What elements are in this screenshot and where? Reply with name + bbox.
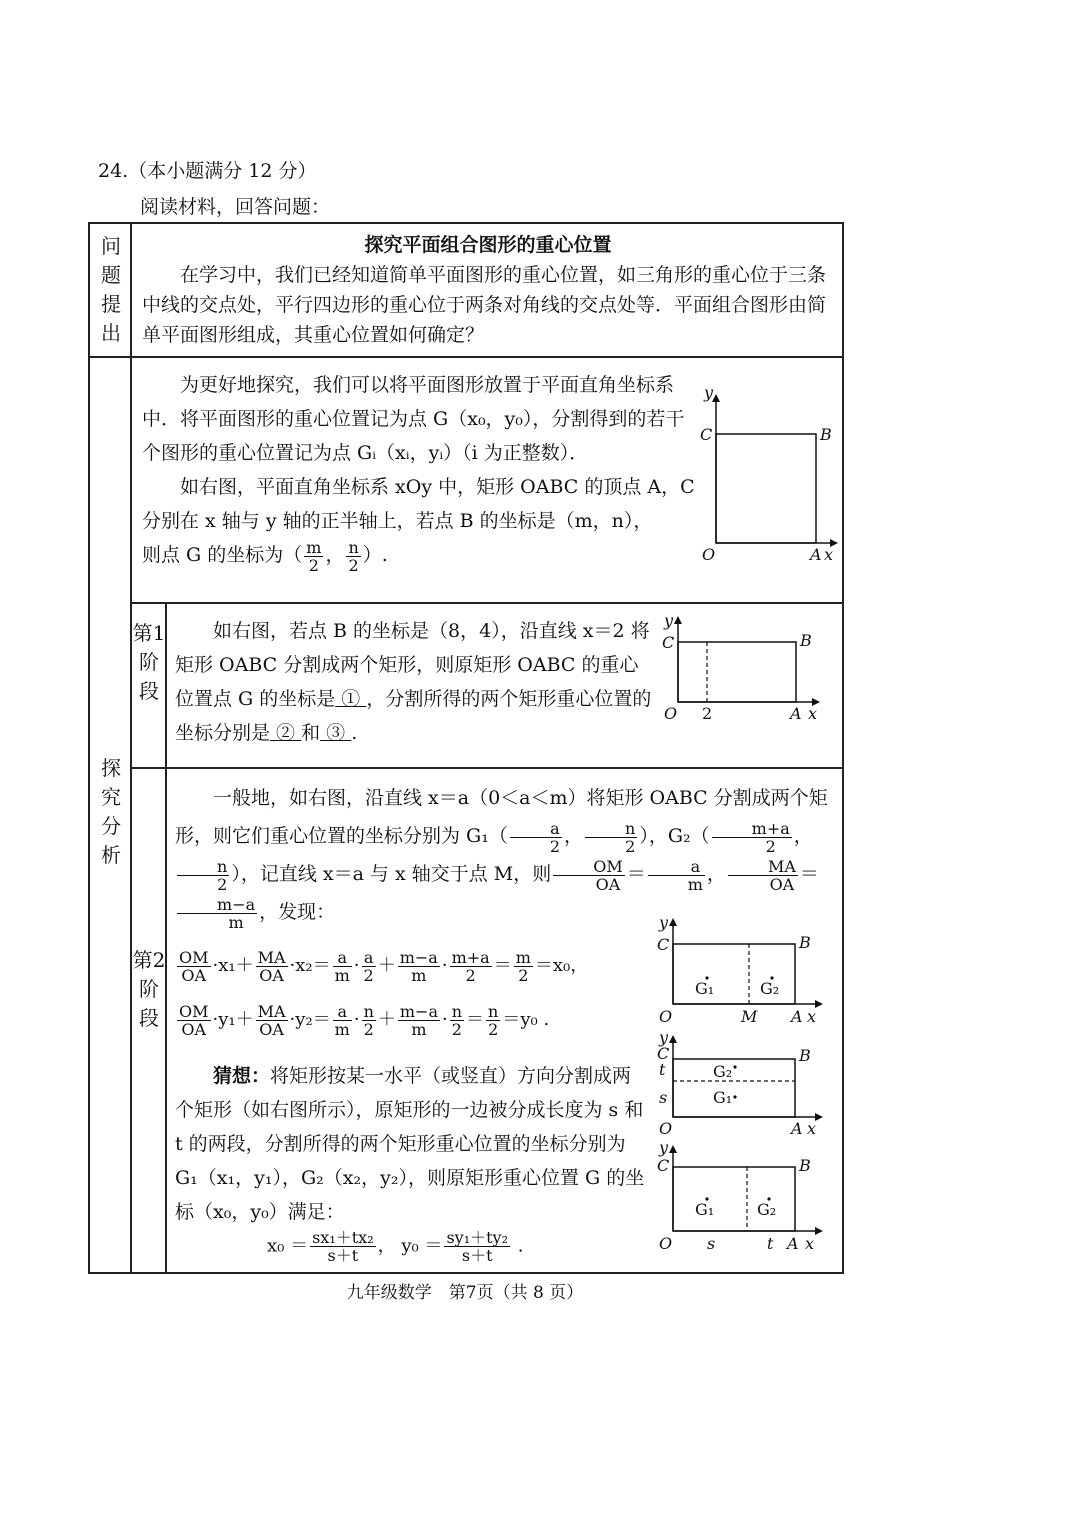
label-A: A <box>791 1119 803 1137</box>
label-s: s <box>707 1234 716 1253</box>
label-C: C <box>657 1156 670 1175</box>
stage-2-guess <box>175 1059 645 1229</box>
stage-1-cell <box>167 604 844 767</box>
stage-2-equations <box>175 939 655 1047</box>
frac-m-plus-a-over-2: $\frac{m+a}{2}$ <box>712 820 792 855</box>
label-y: y <box>659 914 669 932</box>
label-s: s <box>659 1088 668 1107</box>
section-label-problem: 问题提出 <box>101 234 121 345</box>
label-y: y <box>659 1141 669 1157</box>
figure-rectangle-OABC <box>700 368 840 568</box>
label-A: A <box>791 1007 803 1026</box>
intro-cell <box>132 358 844 602</box>
section-label-analysis: 探究分析 <box>101 756 121 867</box>
label-A: A <box>787 1234 799 1253</box>
x-axis-arrow <box>815 1000 823 1008</box>
label-x: x <box>824 545 834 564</box>
intro-p1b: ，分割得到的若干个图形的重心位置记为点 <box>142 408 685 464</box>
question-header: 24.（本小题满分 12 分） <box>98 160 317 182</box>
label-A: A <box>790 704 802 723</box>
label-x: x <box>807 1007 817 1026</box>
label-G1: G₁ <box>695 979 715 998</box>
stage-1-text: 如右图，若点 B 的坐标是（8，4），沿直线 x＝2 将矩形 OABC 分割成两个矩形，则原矩形 OABC 的重心位置点 G 的坐标是 ① ，分割所得的两个矩形重心位置的坐标分别是 ② 和 ③ . <box>175 620 652 744</box>
figure-stage-2-split-horizontal <box>657 1031 837 1137</box>
guess-text: 将矩形按某一水平（或竖直）方向分割成两个矩形（如右图所示），原矩形的一边被分成长度为 s 和 t 的两段，分割所得的两个矩形重心位置的坐标分别为 G₁（x₁，y₁），G₂（x₂，y₂），则原矩形重心位置 G 的坐标（x₀，y₀）满足： <box>175 1065 645 1223</box>
blank-3[interactable]: ③ <box>320 722 352 744</box>
label-B: B <box>799 1046 811 1065</box>
rect-OABC <box>673 1167 795 1231</box>
blank-1[interactable]: ① <box>335 688 367 710</box>
y-axis-arrow <box>712 394 720 402</box>
figure-stage-2-split-vertical <box>657 1141 837 1253</box>
label-G2: G₂ <box>757 1200 777 1219</box>
intro-p2a: 如右图，平面直角坐标系 xOy 中，矩形 OABC 的顶点 A，C 分别在 x 轴与 y 轴的正半轴上，若点 B 的坐标是（m，n）， <box>142 476 695 532</box>
section-title: 探究平面组合图形的重心位置 <box>364 234 612 256</box>
label-O: O <box>659 1234 673 1253</box>
intro-text: 为更好地探究，我们可以将平面图形放置于平面直角坐标系中．将平面图形的重心位置记为点 G（x₀，y₀），分割得到的若干个图形的重心位置记为点 Gᵢ（xᵢ，yᵢ）（i 为正整数）． 如右图，平面直角坐标系 xOy 中，矩形 OABC 的顶点 A，C 分别在 x 轴与 y 轴的正半轴上，若点 B 的坐标是（m，n）， 则点 G 的坐标为（ $\frac{m}{2}$ ， $\frac{n}{2}$ ）. <box>142 374 695 575</box>
frac-a-over-2: $\frac{a}{2}$ <box>510 820 562 855</box>
problem-text: 在学习中，我们已经知道简单平面图形的重心位置，如三角形的重心位于三条中线的交点处，平行四边形的重心位于两条对角线的交点处等．平面组合图形由简单平面图形组成，其重心位置如何确定？ <box>142 264 827 346</box>
frac-n-over-2: $\frac{n}{2}$ <box>348 537 359 575</box>
y-axis-arrow <box>674 616 682 624</box>
x-axis-arrow <box>815 1113 823 1121</box>
equation-x: $\frac{OM}{OA}$ ·x₁＋ $\frac{MA}{OA}$ ·x₂＝ $\frac{a}{m}$ · $\frac{a}{2}$ ＋ $\frac{m-a}{m}$ · $\frac{m+a}{2}$ ＝ $\frac{m}{2}$ ＝x₀， <box>179 947 589 985</box>
material-table <box>88 222 844 1274</box>
label-B: B <box>800 631 812 650</box>
intro-p1c: （i 为正整数）． <box>462 442 589 464</box>
label-2: 2 <box>702 704 713 723</box>
equation-y: $\frac{OM}{OA}$ ·y₁＋ $\frac{MA}{OA}$ ·y₂＝ $\frac{a}{m}$ · $\frac{n}{2}$ ＋ $\frac{m-a}{m}$ · $\frac{n}{2}$ ＝ $\frac{n}{2}$ ＝y₀ . <box>179 1001 550 1039</box>
frac-MA-OA: $\frac{MA}{OA}$ <box>728 858 798 893</box>
label-B: B <box>820 425 832 444</box>
label-x: x <box>807 1119 817 1137</box>
y-axis-arrow <box>669 1035 677 1043</box>
intro-p2b: 则点 G 的坐标为（ <box>142 544 303 566</box>
label-O: O <box>659 1007 673 1026</box>
frac-m-minus-a-m: $\frac{m-a}{m}$ <box>177 896 257 931</box>
guess-label: 猜想： <box>213 1065 271 1087</box>
intro-Gi: Gᵢ（xᵢ，yᵢ） <box>357 442 463 464</box>
x-axis-arrow <box>815 1227 823 1235</box>
intro-p1a: 为更好地探究，我们可以将平面图形放置于平面直角坐标系中．将平面图形的重心位置记为点 <box>142 374 675 430</box>
frac-a-m: $\frac{a}{m}$ <box>648 858 705 893</box>
label-B: B <box>799 1156 811 1175</box>
stage-1-label: 第1阶段 <box>132 621 166 703</box>
stage-2-cell <box>167 769 844 1274</box>
label-G1: G₁ <box>695 1200 715 1219</box>
intro-G: G（x₀，y₀） <box>433 408 533 430</box>
label-G2: G₂ <box>713 1062 733 1081</box>
label-O: O <box>702 545 716 564</box>
label-x: x <box>805 1234 815 1253</box>
frac-m-over-2: $\frac{m}{2}$ <box>306 537 322 575</box>
stage-2-intro: 一般地，如右图，沿直线 x＝a（0＜a＜m）将矩形 OABC 分割成两个矩形，则它们重心位置的坐标分别为 G₁（ $\frac{a}{2}$ ， $\frac{n}{2}$ ），G₂（ $\frac{m+a}{2}$ ， $\frac{n}{2}$ ），记直线 x＝a 与 x 轴交于点 M，则 $\frac{OM}{OA}$ ＝ $\frac{a}{m}$ ， $\frac{MA}{OA}$ ＝ $\frac{m-a}{m}$ ，发现： <box>175 787 828 932</box>
label-y: y <box>664 614 674 630</box>
label-M: M <box>741 1007 758 1026</box>
label-C: C <box>662 633 675 652</box>
frac-n-over-2-g2: $\frac{n}{2}$ <box>177 858 229 893</box>
label-t: t <box>767 1234 774 1253</box>
figure-stage-2-split-M <box>657 914 837 1026</box>
label-y: y <box>704 383 714 402</box>
frac-OM-OA: $\frac{OM}{OA}$ <box>553 858 625 893</box>
formula-centroid: x₀ ＝ $\frac{\text{sx₁＋tx₂}}{s+t}$ ， y₀ ＝ $\frac{\text{sy₁＋ty₂}}{s+t}$ . <box>267 1228 524 1265</box>
label-y: y <box>659 1031 669 1047</box>
figure-stage-1 <box>662 614 832 724</box>
label-C: C <box>657 1044 670 1063</box>
y-axis-arrow <box>669 918 677 926</box>
blank-2[interactable]: ② <box>270 722 302 744</box>
label-A: A <box>810 545 822 564</box>
intro-p2c: ）. <box>362 544 388 566</box>
section-problem-cell <box>132 226 844 356</box>
point-G2 <box>733 1065 736 1068</box>
label-G2: G₂ <box>760 979 780 998</box>
label-O: O <box>664 704 678 723</box>
rect-OABC <box>716 434 816 543</box>
label-C: C <box>700 425 713 444</box>
label-G1: G₁ <box>713 1088 733 1107</box>
question-instruction: 阅读材料，回答问题： <box>140 196 331 218</box>
frac-n-over-2-g1: $\frac{n}{2}$ <box>585 820 637 855</box>
rect-OABC <box>678 642 796 702</box>
label-C: C <box>657 935 670 954</box>
point-G1 <box>733 1095 736 1098</box>
y-axis-arrow <box>669 1145 677 1153</box>
label-t: t <box>659 1060 666 1079</box>
label-B: B <box>799 933 811 952</box>
stage-2-label: 第2阶段 <box>132 948 166 1030</box>
page-footer: 九年级数学 第7页（共 8 页） <box>346 1283 584 1303</box>
label-x: x <box>808 704 818 723</box>
label-O: O <box>659 1119 673 1137</box>
